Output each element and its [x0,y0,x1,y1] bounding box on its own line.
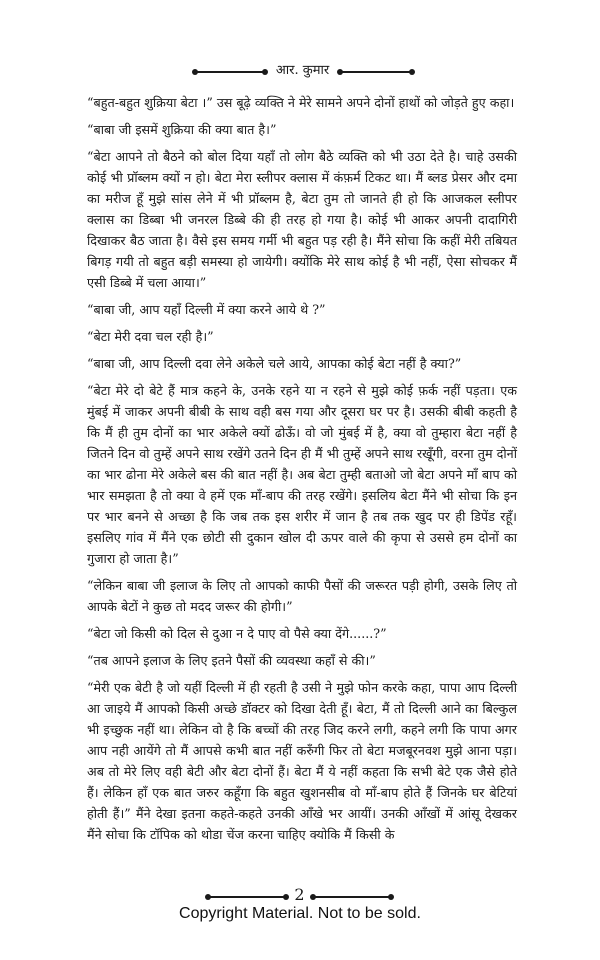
page-body [87,92,517,851]
author-name: आर. कुमार [275,63,330,78]
paragraph: “बेटा जो किसी को दिल से दुआ न दे पाए वो पैसे क्या देंगे......?” [87,626,387,641]
running-header [0,58,600,82]
paragraph: “बेटा आपने तो बैठने को बोल दिया यहाँ तो लोग बैठे व्यक्ति को भी उठा देते है। चाहे उसकी कोई भी प्रॉब्लम क्यों न हो। बेटा मेरा स्लीपर क्लास में कंफ़र्म टिकट था। मैं ब्लड प्रेसर और दमा का मरीज हूँ मुझे सांस लेने में भी प्रॉब्लम है, बेटा तुम तो जानते ही हो कि आजकल स्लीपर क्लास का डिब्बा भी जनरल डिब्बे की ही तरह हो गया है। कोई भी आकर अपनी दादागिरी दिखाकर बैठ जाता है। वैसे इस समय गर्मी भी बहुत पड़ रही है। मैंने सोचा कि कहीं मेरी तबियत बिगड़ गयी तो बहुत बड़ी समस्या हो जायेगी। क्योंकि मेरे साथ कोई है भी नहीं, ऐसा सोचकर मैं एसी डिब्बे में चला आया।” [87,149,517,290]
paragraph: “लेकिन बाबा जी इलाज के लिए तो आपको काफी पैसों की जरूरत पड़ी होगी, उसके लिए तो आपके बेटों ने कुछ तो मदद जरूर की होगी।” [87,578,517,614]
footer-rule-right [313,896,391,898]
paragraph: “मेरी एक बेटी है जो यहीं दिल्ली में ही रहती है उसी ने मुझे फोन करके कहा, पापा आप दिल्ली आ जाइये मैं आपको किसी अच्छे डॉक्टर को दिखा देती हूँ। बेटा, मैं तो दिल्ली आने का बिल्कुल भी इच्छुक नहीं था। लेकिन वो है कि बच्चों की तरह जिद करने लगी, कहने लगी कि पापा अगर आप नही आयेंगे तो मैं आपसे कभी बात नहीं करुँगी फिर तो बेटा मजबूरनवश मुझे आना पड़ा। अब तो मेरे लिए वही बेटी और बेटा दोनों हैं। बेटा मैं ये नहीं कहता कि सभी बेटे एक जैसे होते हैं। लेकिन हाँ एक बात जरुर कहूँगा कि बहुत खुशनसीब वो माँ-बाप होते हैं जिनके घर बेटियां होती हैं।” मैंने देखा इतना कहते-कहते उनकी आँखे भर आयीं। उनकी आँखों में आंसू देखकर मैंने सोचा कि टॉपिक को थोडा चेंज करना चाहिए क्योकि मैं किसी के [87,680,517,842]
page-number: 2 [294,885,305,904]
paragraph: “बाबा जी इसमें शुक्रिया की क्या बात है।” [87,122,277,137]
copyright-notice: Copyright Material. Not to be sold. [179,905,421,922]
paragraph: “बेटा मेरे दो बेटे हैं मात्र कहने के, उनके रहने या न रहने से मुझे कोई फ़र्क नहीं पड़ता। एक मुंबई में जाकर अपनी बीबी के साथ वही बस गया और दूसरा घर पर है। उसकी बीबी कहती है कि मैं ही तुम दोनों का भार अकेले क्यों ढोऊँ। वो जो मुंबई में है, क्या वो तुम्हारा बेटा नहीं है जितने दिन वो तुम्हें अपने साथ रखेंगे उतने दिन ही मैं भी तुम्हें अपने साथ रखूँगी, वरना तुम दोनों का भार ढोना मेरे अकेले बस की बात नहीं है। अब बेटा तुम्ही बताओ जो बेटा अपने माँ बाप को भार समझता है तो क्या वे हमें एक माँ-बाप की तरह रखेंगे। इसलिय बेटा मैंने भी सोचा कि इन पर भार बनने से अच्छा है कि जब तक इस शरीर में जान है तब तक खुद पर ही डिपेंड रहूँ। इसलिए गांव में मैंने एक छोटी सी दुकान खोल दी ऊपर वाले की कृपा से उससे हम दोनों का गुजारा हो जाता है।” [87,383,517,566]
footer-rule-left [208,896,286,898]
paragraph: “बेटा मेरी दवा चल रही है।” [87,329,214,344]
paragraph: “बहुत-बहुत शुक्रिया बेटा ।” उस बूढ़े व्यक्ति ने मेरे सामने अपने दोनों हाथों को जोड़ते हुए कहा। [87,95,515,110]
paragraph: “बाबा जी, आप यहाँ दिल्ली में क्या करने आये थे ?” [87,302,326,317]
paragraph: “बाबा जी, आप दिल्ली दवा लेने अकेले चले आये, आपका कोई बेटा नहीं है क्या?” [87,356,462,371]
header-rule-right [340,71,412,73]
header-rule-left [195,71,265,73]
paragraph: “तब आपने इलाज के लिए इतने पैसों की व्यवस्था कहाँ से की।” [87,653,376,668]
